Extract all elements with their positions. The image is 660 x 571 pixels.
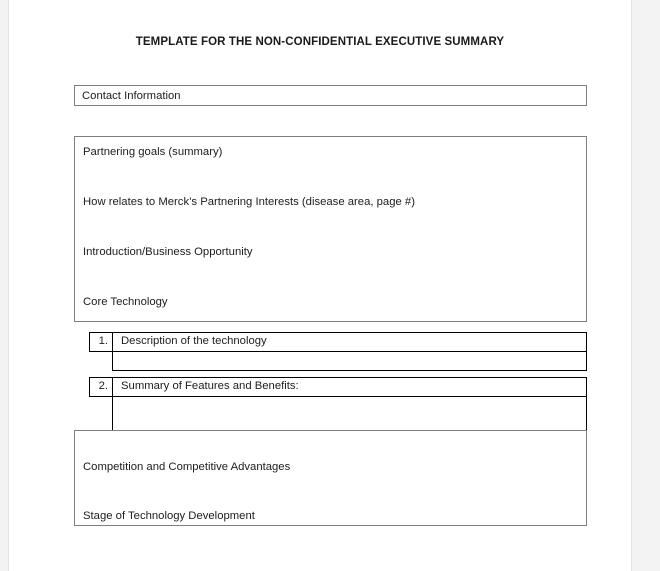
introduction-business-opportunity-label: Introduction/Business Opportunity <box>83 246 253 258</box>
numbered-item-row <box>89 377 587 397</box>
numbered-items-section <box>89 332 587 434</box>
numbered-item-row <box>89 332 587 352</box>
contact-information-label: Contact Information <box>82 90 181 102</box>
partnering-goals-label: Partnering goals (summary) <box>83 146 223 158</box>
item-number: 2. <box>90 378 113 396</box>
item-label: Summary of Features and Benefits: <box>121 380 299 392</box>
merck-partnering-interests-label: How relates to Merck’s Partnering Interests (disease area, page #) <box>83 196 415 208</box>
item-answer-field[interactable] <box>112 397 587 434</box>
contact-information-box[interactable] <box>74 85 587 106</box>
item-label: Description of the technology <box>121 335 267 347</box>
core-technology-label: Core Technology <box>83 296 168 308</box>
item-answer-field[interactable] <box>112 352 587 371</box>
partnering-goals-box[interactable] <box>74 136 587 322</box>
competition-advantages-label: Competition and Competitive Advantages <box>83 461 291 473</box>
document-page <box>8 0 632 571</box>
competition-stage-box[interactable] <box>74 430 587 526</box>
item-number: 1. <box>90 333 113 351</box>
stage-of-technology-development-label: Stage of Technology Development <box>83 510 255 522</box>
page-title: TEMPLATE FOR THE NON-CONFIDENTIAL EXECUTIVE SUMMARY <box>135 36 505 48</box>
